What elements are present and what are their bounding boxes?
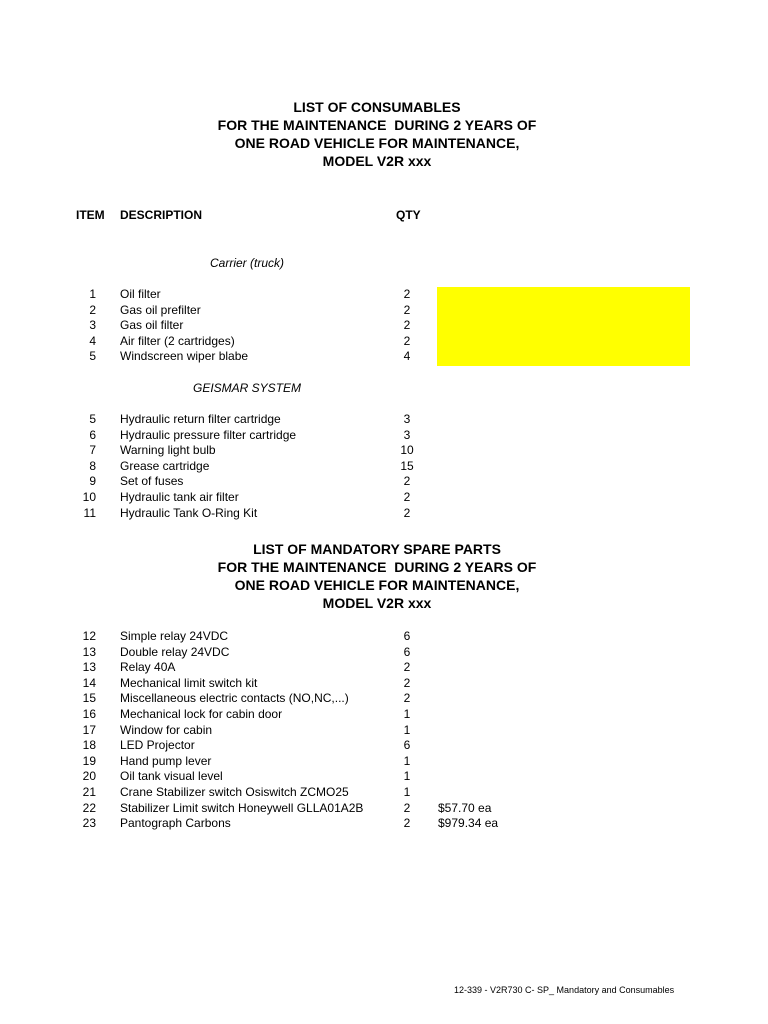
table-row: [0, 785, 768, 801]
item-description: Miscellaneous electric contacts (NO,NC,...): [120, 691, 349, 706]
item-number: 3: [89, 318, 96, 333]
table-row: [0, 754, 768, 770]
item-number: 4: [89, 333, 96, 348]
item-number: 6: [89, 427, 96, 442]
item-number: 8: [89, 458, 96, 473]
item-description: Double relay 24VDC: [120, 644, 230, 659]
table-row: [0, 428, 768, 444]
title-line: MODEL V2R xxx: [322, 153, 432, 169]
item-description: Warning light bulb: [120, 443, 216, 458]
item-description: Hydraulic pressure filter cartridge: [120, 427, 297, 442]
item-qty: 4: [403, 349, 411, 364]
table-row: [0, 691, 768, 707]
item-number: 7: [89, 443, 96, 458]
title-line: LIST OF MANDATORY SPARE PARTS: [253, 541, 501, 557]
qty-column-header: QTY: [396, 208, 421, 222]
table-row: [0, 318, 768, 334]
item-description: Relay 40A: [120, 660, 176, 675]
footer-text: 12-339 - V2R730 C- SP_ Mandatory and Consumables: [454, 985, 675, 995]
item-description: Gas oil filter: [120, 318, 184, 333]
item-number: 14: [82, 675, 96, 690]
item-number: 13: [82, 660, 96, 675]
title-line: ONE ROAD VEHICLE FOR MAINTENANCE,: [234, 577, 520, 593]
table-row: [0, 506, 768, 522]
item-description: Oil filter: [120, 287, 161, 301]
item-qty: 2: [403, 816, 411, 831]
item-qty: 6: [403, 738, 411, 753]
geismar-section-label: GEISMAR SYSTEM: [193, 381, 302, 395]
item-description: Window for cabin: [120, 722, 213, 737]
title-line: LIST OF CONSUMABLES: [293, 99, 461, 115]
table-row: [0, 474, 768, 490]
item-qty: 2: [403, 691, 411, 706]
item-number: 1: [89, 287, 96, 301]
item-column-header: ITEM: [76, 208, 105, 222]
consumables-title: [0, 98, 754, 170]
item-qty: 2: [403, 302, 411, 317]
table-row: [0, 738, 768, 754]
table-row: [0, 660, 768, 676]
title-line: FOR THE MAINTENANCE DURING 2 YEARS OF: [217, 117, 537, 133]
item-qty: 2: [403, 287, 411, 301]
item-number: 17: [82, 722, 96, 737]
table-row: [0, 334, 768, 350]
item-number: 19: [82, 753, 96, 768]
item-description: Mechanical lock for cabin door: [120, 707, 283, 721]
item-number: 23: [82, 816, 96, 831]
item-number: 15: [82, 691, 96, 706]
item-qty: 2: [403, 675, 411, 690]
item-description: Stabilizer Limit switch Honeywell GLLA01A2B: [120, 800, 364, 815]
item-price: $57.70 ea: [438, 800, 492, 815]
item-price: $979.34 ea: [438, 816, 499, 831]
table-row: [0, 801, 768, 817]
item-qty: 1: [403, 753, 411, 768]
table-row: [0, 443, 768, 459]
item-description: Mechanical limit switch kit: [120, 675, 258, 690]
item-description: Pantograph Carbons: [120, 816, 231, 831]
description-column-header: DESCRIPTION: [120, 208, 203, 222]
item-number: 12: [82, 629, 96, 643]
item-number: 16: [82, 707, 96, 721]
item-qty: 10: [400, 443, 414, 458]
item-number: 10: [82, 490, 96, 504]
table-row: [0, 707, 768, 723]
item-description: Crane Stabilizer switch Osiswitch ZCMO25: [120, 785, 349, 799]
table-row: [0, 769, 768, 785]
title-line: ONE ROAD VEHICLE FOR MAINTENANCE,: [234, 135, 520, 151]
item-description: Hydraulic return filter cartridge: [120, 412, 281, 426]
item-number: 5: [89, 412, 96, 426]
title-line: FOR THE MAINTENANCE DURING 2 YEARS OF: [217, 559, 537, 575]
table-row: [0, 816, 768, 832]
item-qty: 2: [403, 474, 411, 489]
item-qty: 3: [403, 412, 411, 426]
spare-parts-title: [0, 540, 754, 612]
item-qty: 6: [403, 644, 411, 659]
item-qty: 3: [403, 427, 411, 442]
item-number: 9: [89, 474, 96, 489]
table-row: [0, 645, 768, 661]
item-description: Set of fuses: [120, 474, 184, 489]
title-line: MODEL V2R xxx: [322, 595, 432, 611]
item-description: Windscreen wiper blabe: [120, 349, 249, 364]
table-row: [0, 676, 768, 692]
item-number: 20: [82, 769, 96, 784]
item-description: Grease cartridge: [120, 458, 210, 473]
item-qty: 2: [403, 660, 411, 675]
table-row: [0, 412, 768, 428]
item-qty: 1: [403, 722, 411, 737]
table-row: [0, 629, 768, 645]
item-qty: 2: [403, 333, 411, 348]
item-description: Gas oil prefilter: [120, 302, 201, 317]
table-row: [0, 303, 768, 319]
item-description: Air filter (2 cartridges): [120, 333, 235, 348]
item-qty: 2: [403, 318, 411, 333]
item-description: Hydraulic Tank O-Ring Kit: [120, 505, 258, 520]
table-row: [0, 459, 768, 475]
item-description: LED Projector: [120, 738, 195, 753]
item-number: 11: [83, 505, 96, 520]
table-row: [0, 287, 768, 303]
table-row: [0, 723, 768, 739]
item-number: 21: [82, 785, 96, 799]
item-qty: 2: [403, 490, 411, 504]
item-qty: 2: [403, 800, 411, 815]
item-description: Oil tank visual level: [120, 769, 223, 784]
table-row: [0, 490, 768, 506]
table-row: [0, 349, 768, 365]
item-qty: 1: [403, 769, 411, 784]
item-qty: 15: [400, 458, 414, 473]
item-description: Hydraulic tank air filter: [120, 490, 239, 504]
item-qty: 1: [403, 785, 411, 799]
item-qty: 2: [403, 505, 411, 520]
item-qty: 1: [403, 707, 411, 721]
carrier-section-label: Carrier (truck): [210, 256, 284, 270]
item-description: Hand pump lever: [120, 753, 212, 768]
item-description: Simple relay 24VDC: [120, 629, 229, 643]
item-number: 13: [82, 644, 96, 659]
item-number: 18: [82, 738, 96, 753]
item-qty: 6: [403, 629, 411, 643]
item-number: 2: [89, 302, 96, 317]
item-number: 5: [89, 349, 96, 364]
item-number: 22: [82, 800, 96, 815]
